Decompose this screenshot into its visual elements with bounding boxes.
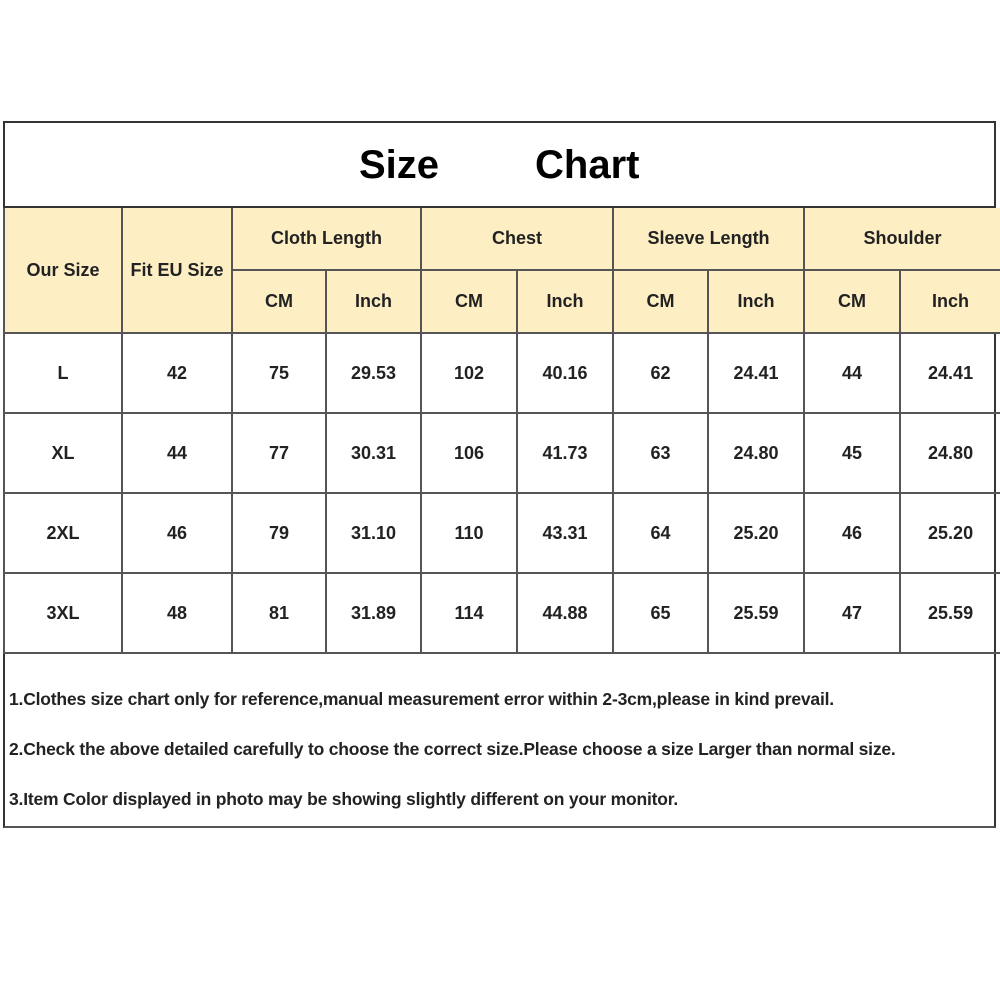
cell-sleeve-length-inch: 25.59 <box>708 573 804 653</box>
page-title-word-chart: Chart <box>535 143 640 187</box>
cell-cloth-length-inch: 31.89 <box>326 573 421 653</box>
cell-shoulder-cm: 44 <box>804 333 900 413</box>
cell-shoulder-inch: 24.80 <box>900 413 1000 493</box>
table-row <box>4 573 1000 653</box>
cell-shoulder-cm: 45 <box>804 413 900 493</box>
header-sleeve-length: Sleeve Length <box>613 208 804 270</box>
cell-cloth-length-cm: 75 <box>232 333 326 413</box>
cell-shoulder-cm: 47 <box>804 573 900 653</box>
unit-header: Inch <box>326 270 421 333</box>
cell-chest-cm: 102 <box>421 333 517 413</box>
note-color: 3.Item Color displayed in photo may be showing slightly different on your monitor. <box>9 789 679 809</box>
table-row <box>4 413 1000 493</box>
cell-chest-cm: 106 <box>421 413 517 493</box>
cell-sleeve-length-inch: 25.20 <box>708 493 804 573</box>
header-chest: Chest <box>421 208 613 270</box>
cell-chest-inch: 44.88 <box>517 573 613 653</box>
cell-shoulder-cm: 46 <box>804 493 900 573</box>
unit-header: Inch <box>517 270 613 333</box>
cell-cloth-length-inch: 31.10 <box>326 493 421 573</box>
table-row <box>4 333 1000 413</box>
unit-header: Inch <box>900 270 1000 333</box>
unit-header: CM <box>613 270 708 333</box>
cell-chest-inch: 41.73 <box>517 413 613 493</box>
cell-cloth-length-inch: 30.31 <box>326 413 421 493</box>
cell-sleeve-length-inch: 24.80 <box>708 413 804 493</box>
cell-our-size: XL <box>4 413 122 493</box>
unit-header: CM <box>232 270 326 333</box>
page-title-word-size: Size <box>359 143 440 187</box>
cell-cloth-length-cm: 77 <box>232 413 326 493</box>
cell-sleeve-length-cm: 63 <box>613 413 708 493</box>
cell-sleeve-length-cm: 62 <box>613 333 708 413</box>
cell-cloth-length-inch: 29.53 <box>326 333 421 413</box>
cell-fit-eu-size: 42 <box>122 333 232 413</box>
size-table <box>3 208 1000 654</box>
header-fit-eu-size: Fit EU Size <box>122 208 232 333</box>
cell-shoulder-inch: 24.41 <box>900 333 1000 413</box>
cell-cloth-length-cm: 81 <box>232 573 326 653</box>
cell-our-size: 3XL <box>4 573 122 653</box>
cell-sleeve-length-cm: 64 <box>613 493 708 573</box>
unit-header: CM <box>804 270 900 333</box>
size-chart <box>3 121 996 828</box>
note-choose-size: 2.Check the above detailed carefully to choose the correct size.Please choose a size Larger than normal size. <box>9 739 896 759</box>
unit-header: Inch <box>708 270 804 333</box>
header-our-size: Our Size <box>4 208 122 333</box>
header-cloth-length: Cloth Length <box>232 208 421 270</box>
header-shoulder: Shoulder <box>804 208 1000 270</box>
cell-sleeve-length-cm: 65 <box>613 573 708 653</box>
cell-cloth-length-cm: 79 <box>232 493 326 573</box>
unit-header: CM <box>421 270 517 333</box>
title-row <box>5 123 994 208</box>
cell-shoulder-inch: 25.59 <box>900 573 1000 653</box>
note-reference: 1.Clothes size chart only for reference,manual measurement error within 2-3cm,please in kind prevail. <box>9 689 834 709</box>
cell-chest-cm: 114 <box>421 573 517 653</box>
cell-chest-inch: 40.16 <box>517 333 613 413</box>
cell-fit-eu-size: 46 <box>122 493 232 573</box>
cell-shoulder-inch: 25.20 <box>900 493 1000 573</box>
cell-chest-cm: 110 <box>421 493 517 573</box>
cell-chest-inch: 43.31 <box>517 493 613 573</box>
table-header-row <box>4 208 1000 270</box>
cell-fit-eu-size: 48 <box>122 573 232 653</box>
cell-our-size: 2XL <box>4 493 122 573</box>
cell-sleeve-length-inch: 24.41 <box>708 333 804 413</box>
cell-fit-eu-size: 44 <box>122 413 232 493</box>
cell-our-size: L <box>4 333 122 413</box>
table-row <box>4 493 1000 573</box>
